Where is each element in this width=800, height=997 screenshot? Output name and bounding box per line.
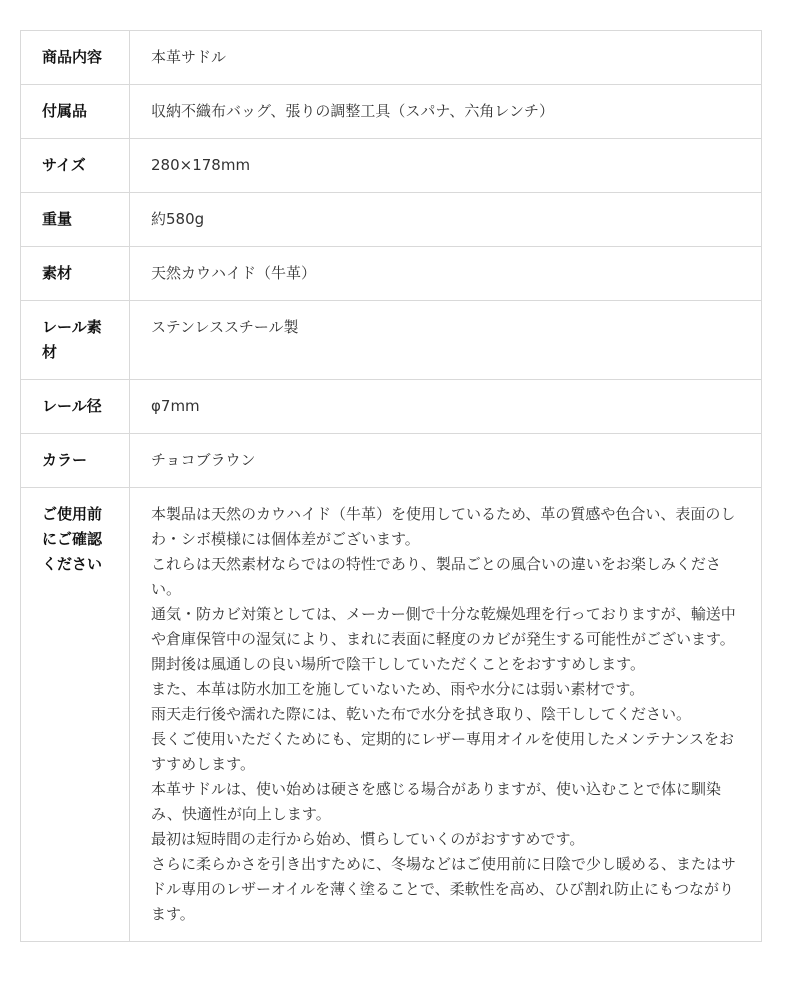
notice-text	[130, 488, 762, 942]
notice-line: 最初は短時間の走行から始め、慣らしていくのがおすすめです。	[151, 830, 585, 848]
spec-row-color	[21, 434, 762, 488]
spec-row-rail-material	[21, 301, 762, 380]
spec-row-notice	[21, 488, 762, 942]
notice-line: 本革サドルは、使い始めは硬さを感じる場合がありますが、使い込むことで体に馴染み、快適性が向上します。	[151, 780, 722, 823]
notice-line: 開封後は風通しの良い場所で陰干ししていただくことをおすすめします。	[151, 655, 645, 673]
spec-table	[20, 30, 762, 942]
spec-value: 280×178mm	[130, 139, 762, 193]
spec-label: カラー	[21, 434, 130, 488]
spec-label: 素材	[21, 247, 130, 301]
spec-row-weight	[21, 193, 762, 247]
spec-value: チョコブラウン	[130, 434, 762, 488]
spec-value: ステンレススチール製	[130, 301, 762, 380]
spec-row-material	[21, 247, 762, 301]
spec-row-size	[21, 139, 762, 193]
spec-label: レール径	[21, 380, 130, 434]
spec-row-accessories	[21, 85, 762, 139]
notice-line: さらに柔らかさを引き出すために、冬場などはご使用前に日陰で少し暖める、またはサドル専用のレザーオイルを薄く塗ることで、柔軟性を高め、ひび割れ防止にもつながります。	[151, 855, 737, 923]
notice-line: 雨天走行後や濡れた際には、乾いた布で水分を拭き取り、陰干ししてください。	[151, 705, 692, 723]
spec-value: 約580g	[130, 193, 762, 247]
notice-label: ご使用前にご確認ください	[21, 488, 130, 942]
spec-label: 重量	[21, 193, 130, 247]
notice-line: これらは天然素材ならではの特性であり、製品ごとの風合いの違いをお楽しみください。	[151, 555, 721, 598]
spec-label: サイズ	[21, 139, 130, 193]
spec-value: 本革サドル	[130, 31, 762, 85]
spec-row-rail-diameter	[21, 380, 762, 434]
spec-row-contents	[21, 31, 762, 85]
notice-line: また、本革は防水加工を施していないため、雨や水分には弱い素材です。	[151, 680, 645, 698]
spec-label: 付属品	[21, 85, 130, 139]
spec-label: レール素材	[21, 301, 130, 380]
spec-value: φ7mm	[130, 380, 762, 434]
notice-line: 長くご使用いただくためにも、定期的にレザー専用オイルを使用したメンテナンスをおすすめします。	[151, 730, 735, 773]
spec-value: 収納不織布バッグ、張りの調整工具（スパナ、六角レンチ）	[130, 85, 762, 139]
notice-line: 通気・防カビ対策としては、メーカー側で十分な乾燥処理を行っておりますが、輸送中や倉庫保管中の湿気により、まれに表面に軽度のカビが発生する可能性がございます。	[151, 605, 736, 648]
spec-value: 天然カウハイド（牛革）	[130, 247, 762, 301]
notice-line: 本製品は天然のカウハイド（牛革）を使用しているため、革の質感や色合い、表面のしわ・シボ模様には個体差がございます。	[151, 505, 736, 548]
spec-label: 商品内容	[21, 31, 130, 85]
